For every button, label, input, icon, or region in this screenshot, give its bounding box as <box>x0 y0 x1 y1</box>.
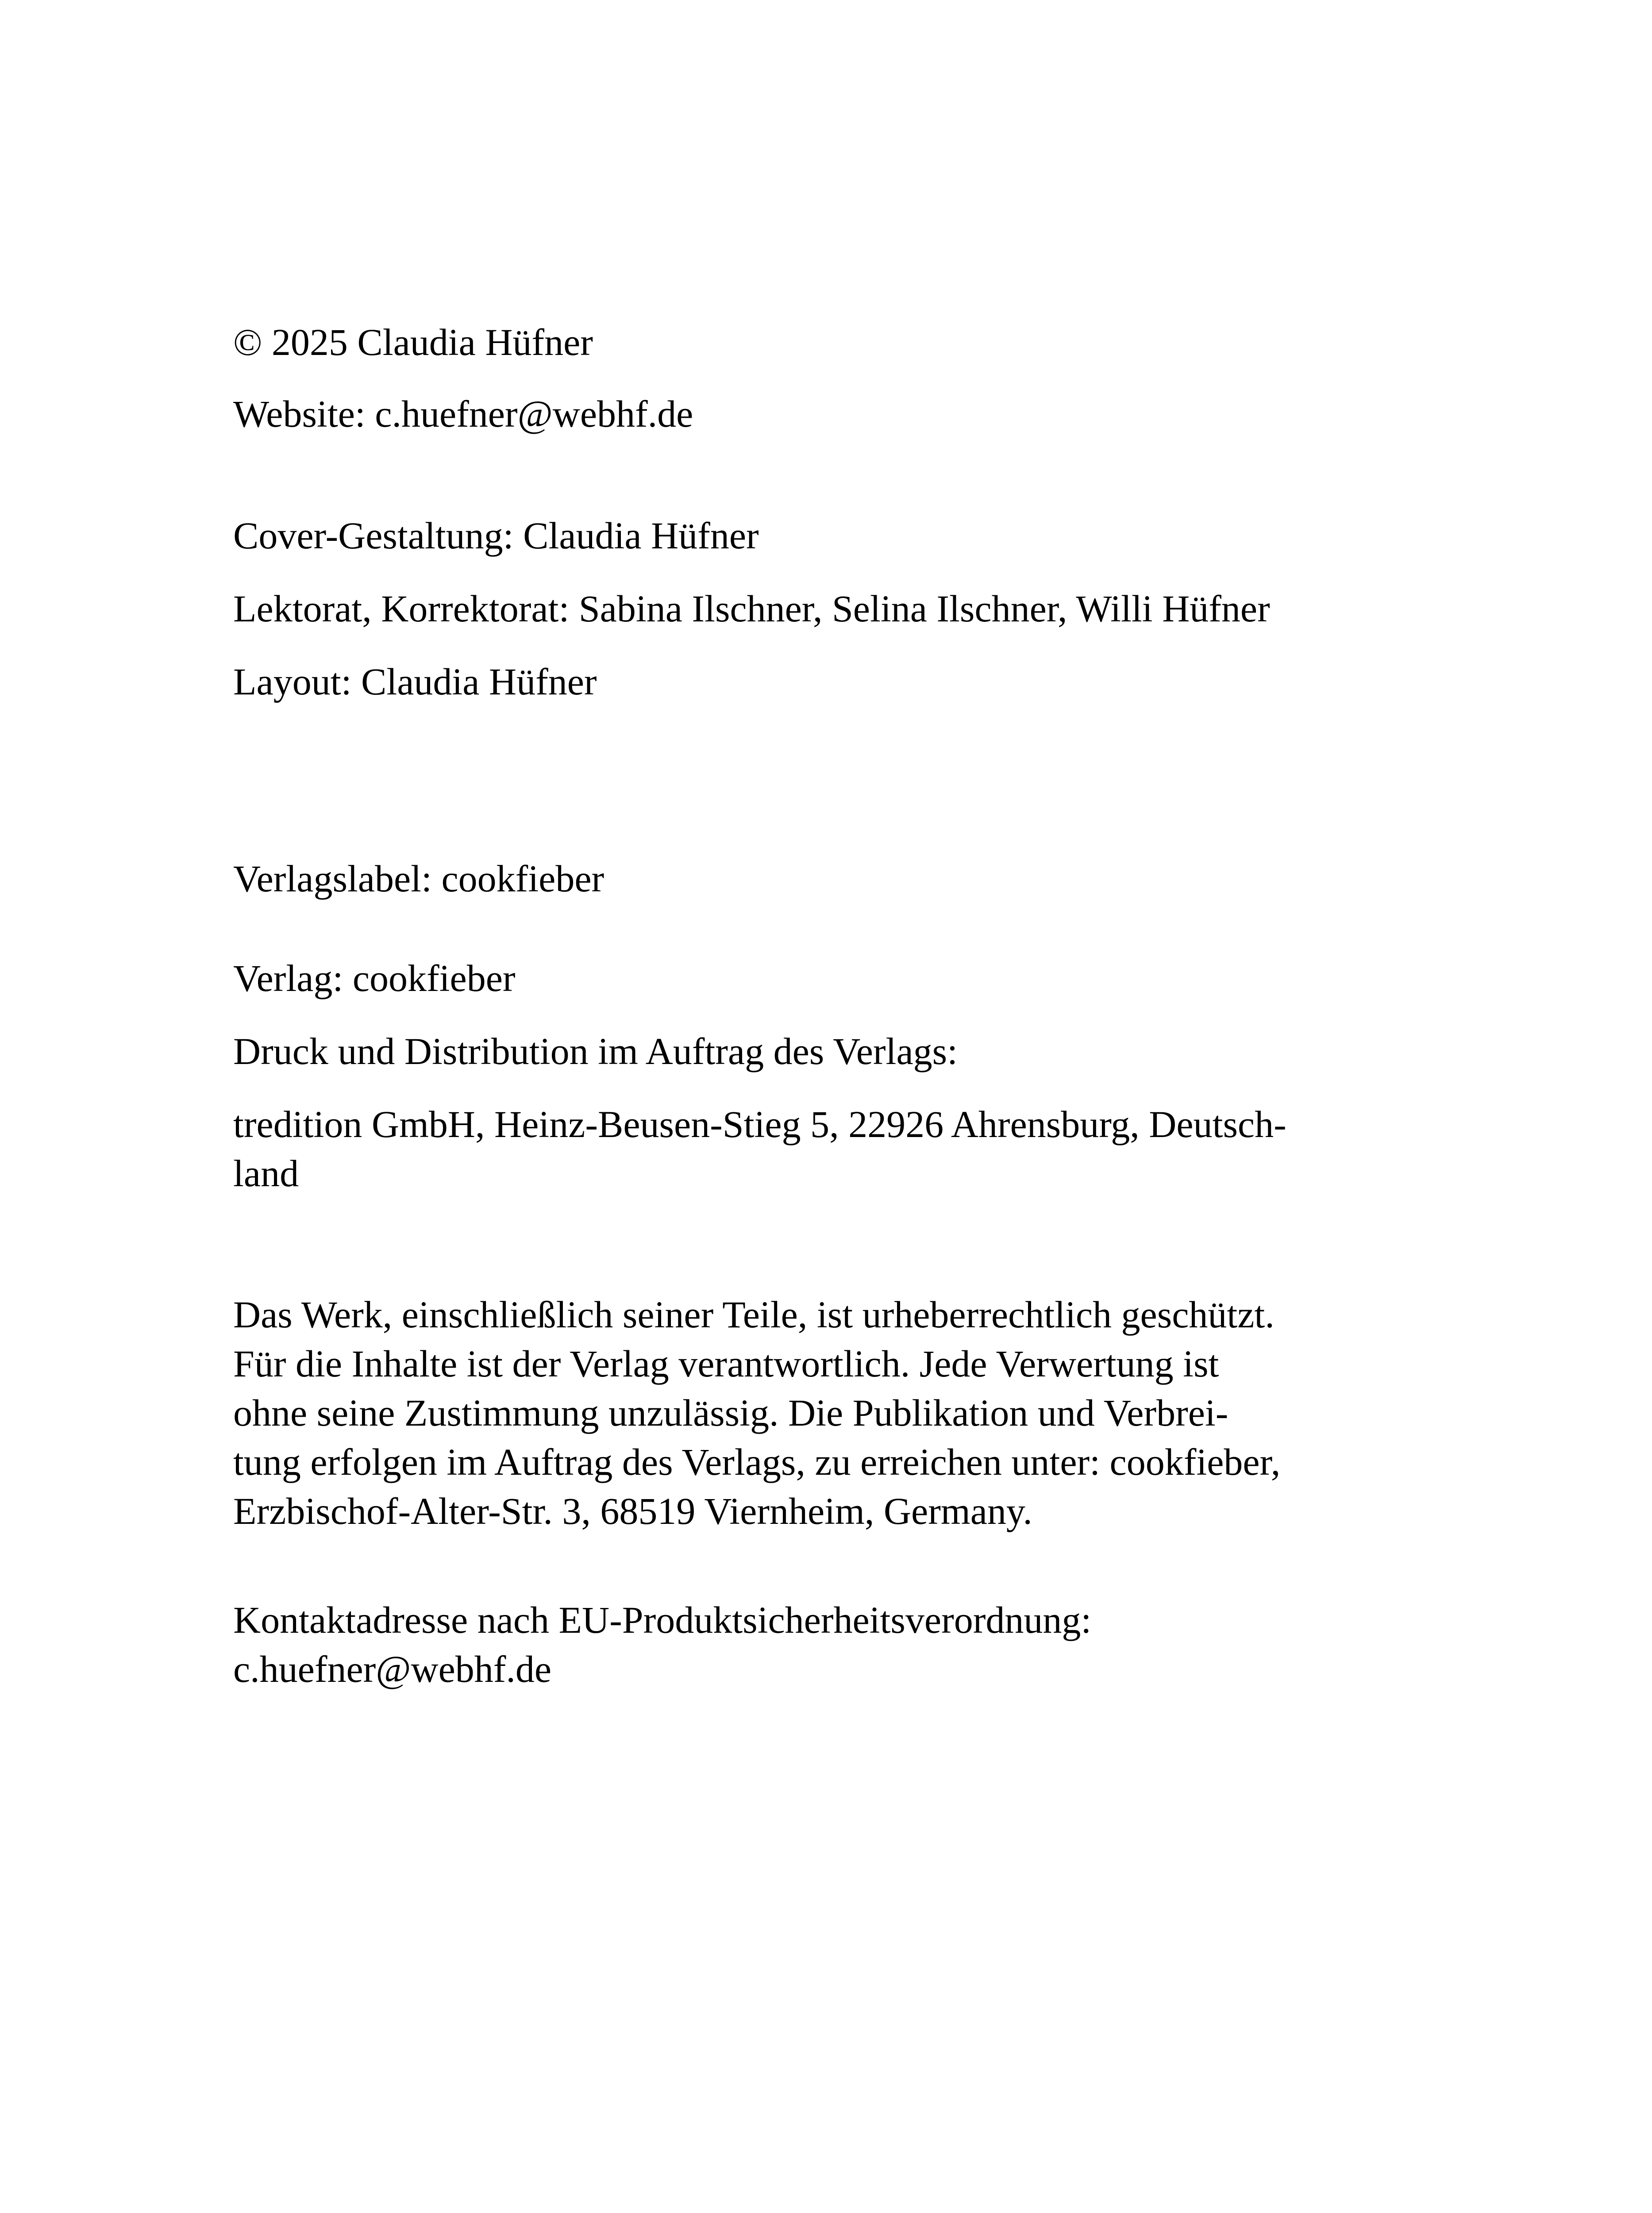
legal-notice-line: Für die Inhalte ist der Verlag verantwortlich. Jede Verwertung ist <box>233 1342 1219 1385</box>
publisher-name-block <box>233 954 1517 1003</box>
contact-block <box>233 1596 1517 1694</box>
publisher-label-block <box>233 854 1517 903</box>
editing-credit-block <box>233 584 1517 633</box>
website-line: Website: c.huefner@webhf.de <box>233 393 693 435</box>
website-block <box>233 389 1517 439</box>
legal-notice-line: Erzbischof-Alter-Str. 3, 68519 Viernheim, Germany. <box>233 1490 1032 1532</box>
printer-address-block <box>233 1100 1517 1198</box>
printer-address-line: tredition GmbH, Heinz-Beusen-Stieg 5, 22926 Ahrensburg, Deutsch- <box>233 1103 1286 1145</box>
print-distribution: Druck und Distribution im Auftrag des Verlags: <box>233 1030 958 1072</box>
layout-credit-block <box>233 657 1517 706</box>
cover-credit: Cover-Gestaltung: Claudia Hüfner <box>233 514 759 557</box>
legal-notice <box>233 1290 1517 1536</box>
print-distribution-block <box>233 1027 1517 1076</box>
editing-credit: Lektorat, Korrektorat: Sabina Ilschner, Selina Ilschner, Willi Hüfner <box>233 587 1270 630</box>
legal-notice-line: Das Werk, einschließlich seiner Teile, ist urheberrechtlich geschützt. <box>233 1293 1275 1336</box>
contact-label: Kontaktadresse nach EU-Produktsicherheitsverordnung: <box>233 1599 1092 1641</box>
publisher-label: Verlagslabel: cookfieber <box>233 857 605 900</box>
legal-notice-line: ohne seine Zustimmung unzulässig. Die Publikation und Verbrei- <box>233 1392 1228 1434</box>
copyright-block <box>233 318 1517 367</box>
publisher-name: Verlag: cookfieber <box>233 957 516 999</box>
legal-notice-line: tung erfolgen im Auftrag des Verlags, zu erreichen unter: cookfieber, <box>233 1441 1281 1483</box>
contact-email: c.huefner@webhf.de <box>233 1648 552 1690</box>
printer-address-line: land <box>233 1152 299 1195</box>
layout-credit: Layout: Claudia Hüfner <box>233 660 597 703</box>
copyright-notice: © 2025 Claudia Hüfner <box>233 321 593 363</box>
cover-credit-block <box>233 511 1517 560</box>
